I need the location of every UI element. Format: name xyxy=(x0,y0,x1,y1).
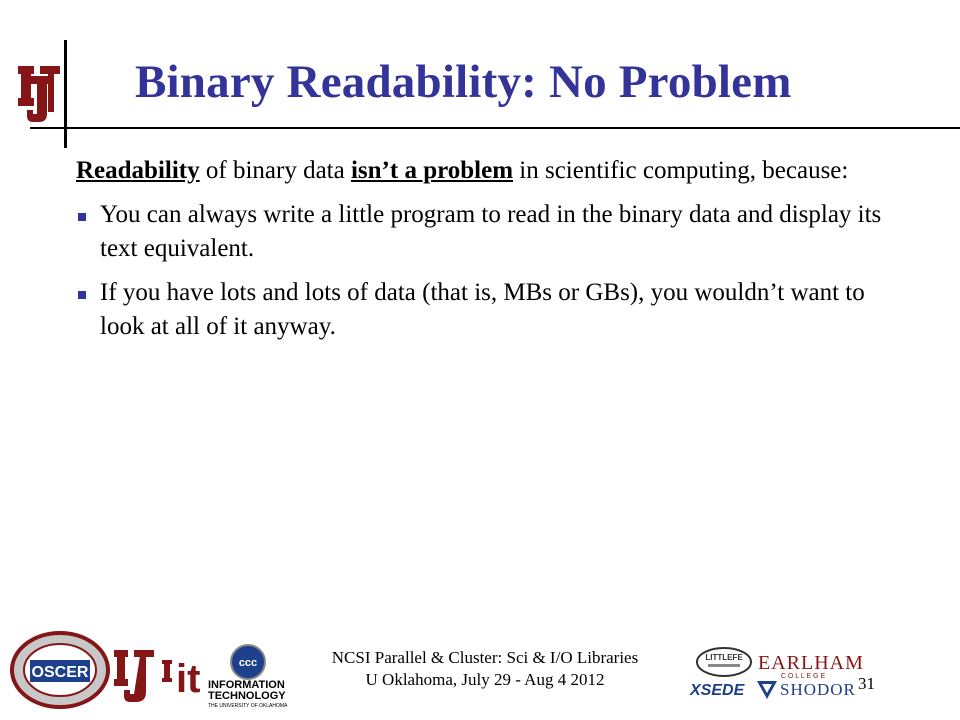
intro-paragraph xyxy=(76,154,896,188)
intro-text-1: of binary data xyxy=(199,157,351,184)
footer-line-2: U Oklahoma, July 29 - Aug 4 2012 xyxy=(365,670,605,689)
square-bullet-icon xyxy=(78,291,86,299)
it-text-3: THE UNIVERSITY OF OKLAHOMA xyxy=(208,703,288,709)
svg-text:ccc: ccc xyxy=(238,657,258,669)
ccc-logo-icon xyxy=(228,643,268,681)
it-text-2: TECHNOLOGY xyxy=(208,690,286,702)
earlham-sub-text: C O L L E G E xyxy=(780,673,826,680)
intro-emphasis-readability: Readability xyxy=(76,157,200,184)
oscer-seal-icon xyxy=(8,630,112,710)
slide-title: Binary Readability: No Problem xyxy=(135,56,792,108)
earlham-logo xyxy=(758,652,864,680)
xsede-text: XSEDE xyxy=(690,682,745,699)
littlefe-text: LITTLEFE xyxy=(705,653,743,662)
page-number: 31 xyxy=(858,674,875,693)
slide-body xyxy=(76,154,896,344)
littlefe-logo-icon xyxy=(694,645,754,679)
shodor-text: SHODOR xyxy=(780,680,856,699)
shodor-shield-icon xyxy=(756,680,778,700)
bullet-list xyxy=(76,198,896,344)
square-bullet-icon xyxy=(78,213,86,221)
crosshair-vertical xyxy=(64,40,67,148)
bullet-text: If you have lots and lots of data (that is, MBs or GBs), you wouldn’t want to look at all of it anyway. xyxy=(100,279,865,340)
bullet-item xyxy=(76,198,896,266)
footer-line-1: NCSI Parallel & Cluster: Sci & I/O Libraries xyxy=(331,648,639,667)
xsede-logo xyxy=(690,682,752,700)
earlham-text: EARLHAM xyxy=(758,652,864,674)
it-text-1: INFORMATION xyxy=(208,679,285,691)
crosshair-horizontal xyxy=(30,127,960,129)
oscer-text: OSCER xyxy=(31,664,89,681)
shodor-logo xyxy=(756,680,856,700)
intro-emphasis-problem: isn’t a problem xyxy=(350,157,514,184)
footer-text xyxy=(300,647,670,691)
intro-text-2: in scientific computing, because: xyxy=(513,157,849,184)
ou-logo-icon xyxy=(14,62,64,126)
bullet-text: You can always write a little program to read in the binary data and display its text equivalent. xyxy=(100,201,882,262)
svg-text:it: it xyxy=(176,657,201,701)
bullet-item xyxy=(76,276,896,344)
ou-footer-logo-icon xyxy=(112,648,156,706)
